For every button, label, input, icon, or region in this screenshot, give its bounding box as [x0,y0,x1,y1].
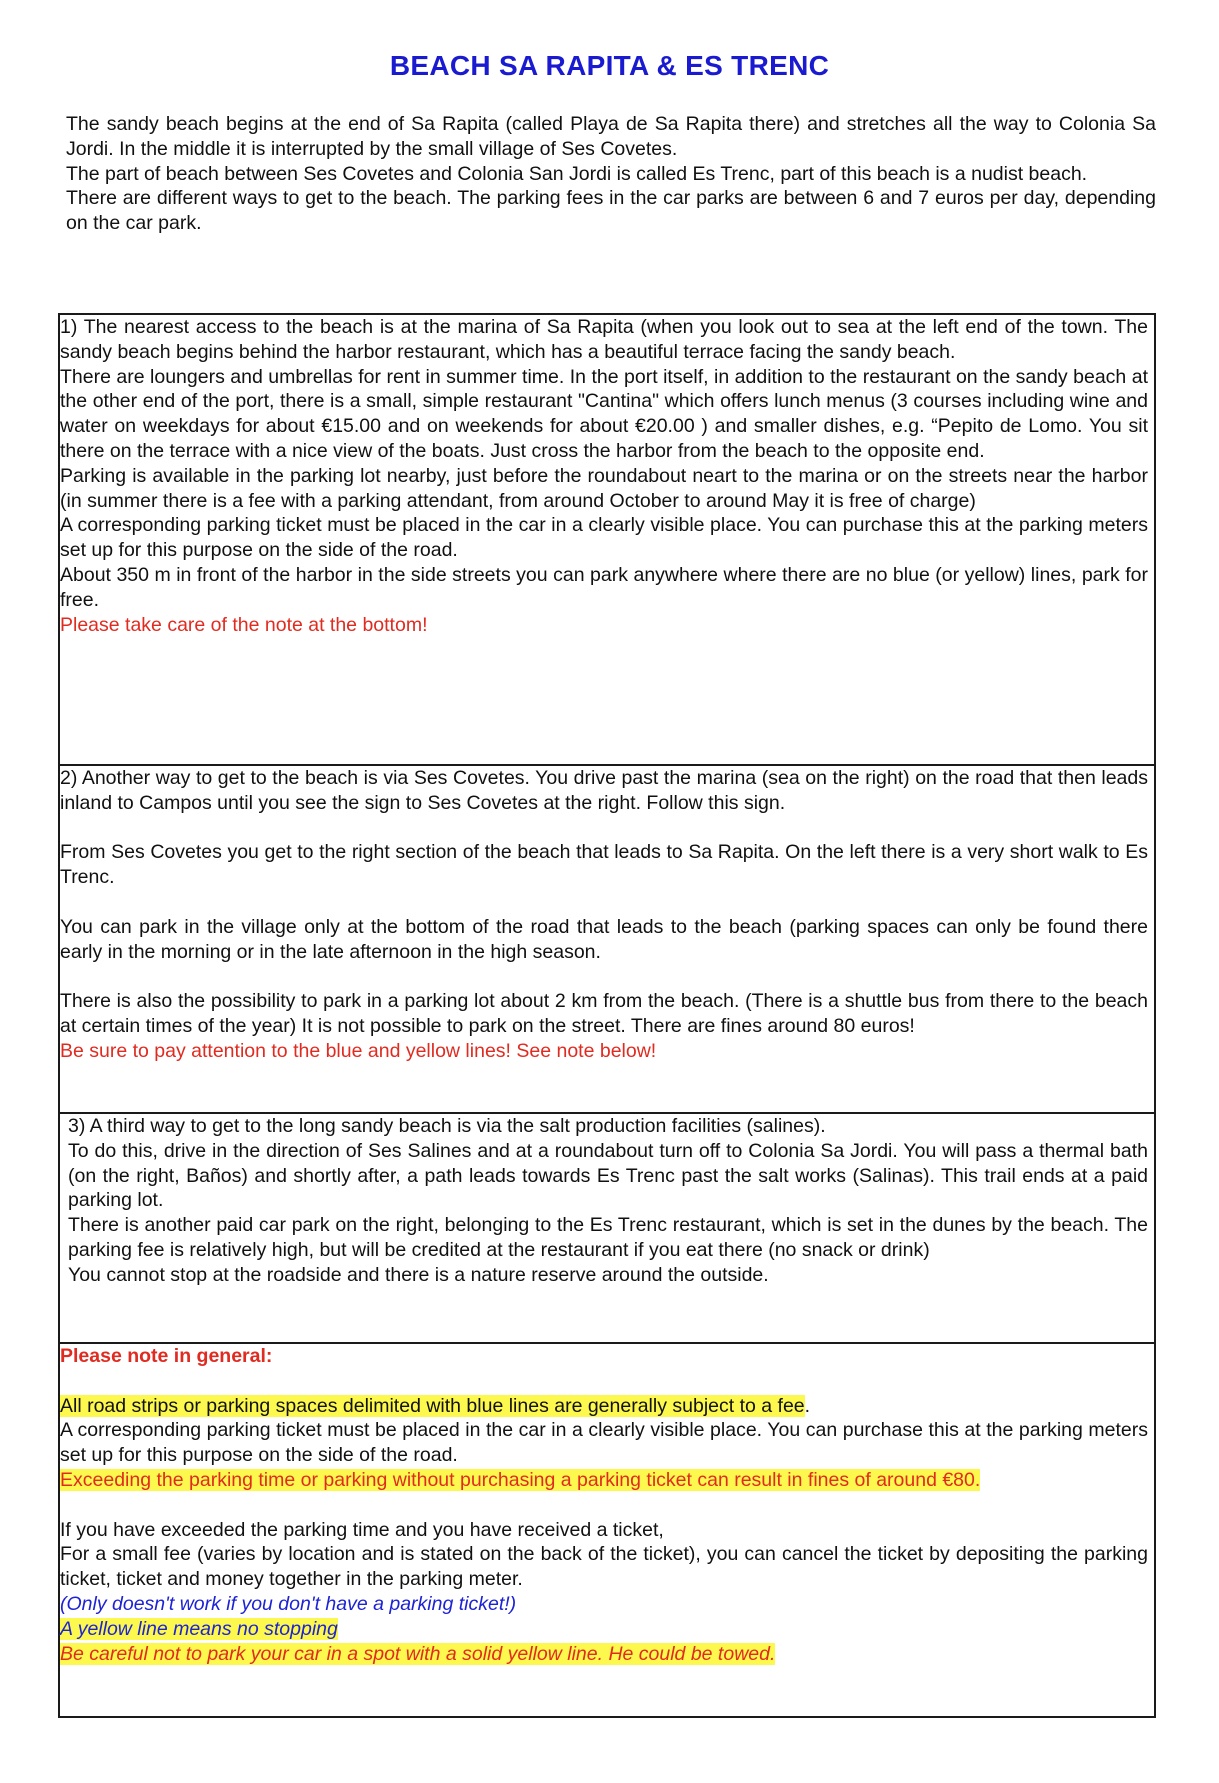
page-title: BEACH SA RAPITA & ES TRENC [389,50,830,81]
blue-lines-period: . [804,1394,811,1417]
section1-paragraph: A corresponding parking ticket must be placed in the car in a clearly visible place. You can purchase this at the parking meters set up for this purpose on the side of the road. [60,514,1148,562]
section2-paragraph: You can park in the village only at the bottom of the road that leads to the beach (parking spaces can only be found there early in the morning or in the late afternoon in the high season. [60,915,1148,963]
section2-paragraph: There is also the possibility to park in a parking lot about 2 km from the beach. (There is a shuttle bus from there to the beach at certain times of the year) It is not possible to park on the street. There are fines around 80 euros! [60,990,1148,1037]
intro-section [66,112,1156,236]
section3-paragraph: There is another paid car park on the right, belonging to the Es Trenc restaurant, which is set in the dunes by the beach. The parking fee is relatively high, but will be credited at the restaurant if you eat there (no snack or drink) [68,1214,1148,1261]
section3-paragraph: 3) A third way to get to the long sandy beach is via the salt production facilities (salines). [68,1115,826,1137]
yellow-line-paragraph [60,1617,1148,1642]
section1-note: Please take care of the note at the bottom! [60,613,428,636]
intro-paragraph: The sandy beach begins at the end of Sa Rapita (called Playa de Sa Rapita there) and stretches all the way to Colonia Sa Jordi. In the middle it is interrupted by the small village of Ses Covetes. [66,113,1156,160]
blue-lines-text: All road strips or parking spaces delimited with blue lines are generally subject to a fee [60,1394,805,1417]
careful-paragraph [60,1642,1148,1667]
ticket-paragraph: A corresponding parking ticket must be placed in the car in a clearly visible place. You can purchase this at the parking meters set up for this purpose on the side of the road. [60,1419,1148,1467]
section-salines-access [58,1112,1156,1344]
section-general-note [58,1342,1156,1718]
intro-paragraph: The part of beach between Ses Covetes and Colonia San Jordi is called Es Trenc, part of this beach is a nudist beach. [66,162,1088,185]
section1-paragraph: 1) The nearest access to the beach is at the marina of Sa Rapita (when you look out to sea at the left end of the town. The sandy beach begins behind the harbor restaurant, which has a beautiful terrace facing the sandy beach. [60,316,1148,363]
fines-text: Exceeding the parking time or parking without purchasing a parking ticket can result in fines of around €80. [60,1468,981,1491]
blue-lines-paragraph [60,1394,1148,1419]
section1-paragraph: About 350 m in front of the harbor in the side streets you can park anywhere where there are no blue (or yellow) lines, park for free. [60,563,1148,611]
section2-note: Be sure to pay attention to the blue and yellow lines! See note below! [60,1039,657,1062]
section2-paragraph: 2) Another way to get to the beach is via Ses Covetes. You drive past the marina (sea on the right) on the road that then leads inland to Campos until you see the sign to Ses Covetes at the right. Follow this sign. [60,767,1148,814]
yellow-line-text: A yellow line means no stopping [60,1617,338,1640]
exceeded-paragraph: If you have exceeded the parking time and you have received a ticket, [60,1518,664,1541]
fines-paragraph [60,1468,1148,1493]
cancel-paragraph: For a small fee (varies by location and is stated on the back of the ticket), you can cancel the ticket by depositing the parking ticket, ticket and money together in the parking meter. [60,1543,1148,1591]
note-heading: Please note in general: [60,1345,273,1367]
intro-paragraph: There are different ways to get to the beach. The parking fees in the car parks are between 6 and 7 euros per day, depending on the car park. [66,187,1156,235]
section-ses-covetes-access [58,764,1156,1114]
section-marina-access [58,313,1156,766]
careful-text: Be careful not to park your car in a spot with a solid yellow line. He could be towed. [60,1642,776,1665]
section2-paragraph: From Ses Covetes you get to the right section of the beach that leads to Sa Rapita. On the left there is a very short walk to Es Trenc. [60,841,1148,889]
section1-paragraph: There are loungers and umbrellas for rent in summer time. In the port itself, in addition to the restaurant on the sandy beach at the other end of the port, there is a small, simple restaurant "Cantina" which offers lunch menus (3 courses including wine and water on weekdays for about €15.00 and on weekends for about €20.00 ) and smaller dishes, e.g. “Pepito de Lomo. You sit there on the terrace with a nice view of the boats. Just cross the harbor from the beach to the opposite end. [60,365,1148,462]
section3-paragraph: You cannot stop at the roadside and there is a nature reserve around the outside. [68,1263,769,1286]
section1-paragraph: Parking is available in the parking lot nearby, just before the roundabout neart to the marina or on the streets near the harbor (in summer there is a fee with a parking attendant, from around October to around May it is free of charge) [60,464,1148,512]
only-note: (Only doesn't work if you don't have a parking ticket!) [60,1592,517,1615]
section3-paragraph: To do this, drive in the direction of Ses Salines and at a roundabout turn off to Colonia Sa Jordi. You will pass a thermal bath (on the right, Baños) and shortly after, a path leads towards Es Trenc past the salt works (Salinas). This trail ends at a paid parking lot. [68,1139,1148,1212]
